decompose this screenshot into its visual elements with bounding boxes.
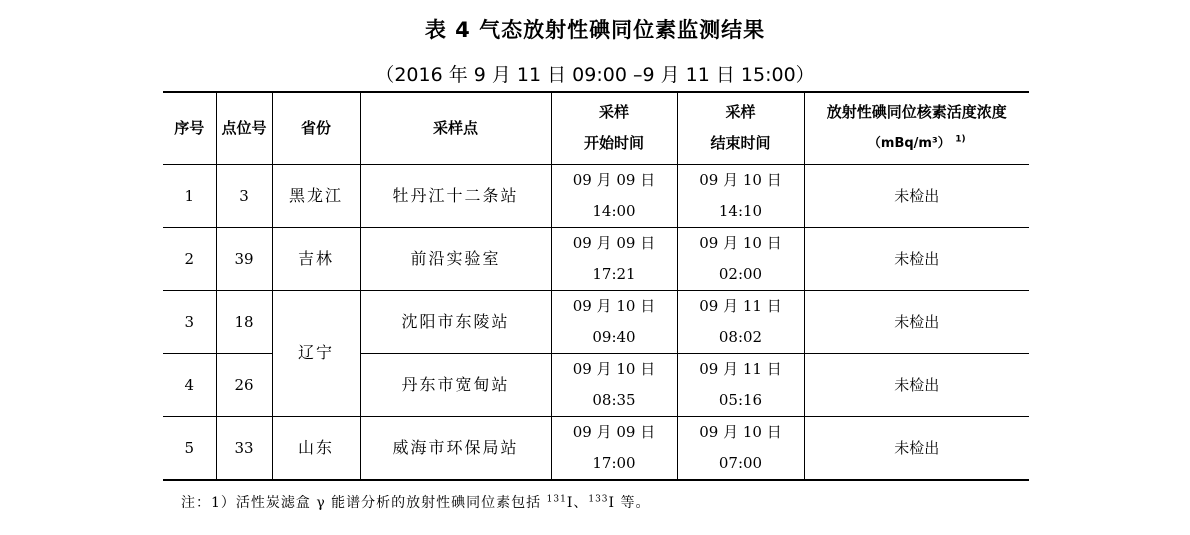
footnote-text: 注：1）活性炭滤盒 γ 能谱分析的放射性碘同位素包括 <box>181 495 547 511</box>
header-concentration <box>804 92 1029 164</box>
cell-start-clock: 09:40 <box>592 327 636 346</box>
table-footnote <box>181 492 651 520</box>
cell-start-time <box>551 416 677 480</box>
cell-province: 吉林 <box>272 227 360 290</box>
cell-province: 黑龙江 <box>272 164 360 227</box>
cell-seq: 1 <box>163 164 216 227</box>
header-conc-unit: （mBq/m³） <box>867 136 951 152</box>
header-conc-unit-line <box>805 128 1030 159</box>
cell-end-clock: 05:16 <box>718 390 763 409</box>
table-header-row <box>163 92 1029 164</box>
cell-result: 未检出 <box>804 164 1029 227</box>
cell-end-time <box>677 290 804 353</box>
cell-end-date: 09 月 10 日 <box>699 170 782 189</box>
cell-end-clock: 02:00 <box>718 264 763 283</box>
cell-result: 未检出 <box>804 290 1029 353</box>
cell-start-time <box>551 164 677 227</box>
cell-end-clock: 08:02 <box>718 327 763 346</box>
header-province: 省份 <box>272 92 360 164</box>
cell-seq: 4 <box>163 353 216 416</box>
cell-point-no: 26 <box>216 353 272 416</box>
cell-point-no: 18 <box>216 290 272 353</box>
cell-start-date: 09 月 10 日 <box>572 359 656 378</box>
monitoring-table-wrapper <box>163 91 1029 481</box>
cell-start-clock: 17:21 <box>592 264 636 283</box>
cell-result: 未检出 <box>804 416 1029 480</box>
cell-start-clock: 14:00 <box>592 201 636 220</box>
table-row <box>163 416 1029 480</box>
cell-start-date: 09 月 09 日 <box>572 170 656 189</box>
cell-province: 山东 <box>272 416 360 480</box>
header-end-line1: 采样 <box>725 103 756 122</box>
cell-site: 沈阳市东陵站 <box>360 290 551 353</box>
footnote-isotope2-mass: 133 <box>588 494 609 505</box>
cell-seq: 3 <box>163 290 216 353</box>
cell-result: 未检出 <box>804 353 1029 416</box>
cell-point-no: 39 <box>216 227 272 290</box>
cell-end-time <box>677 416 804 480</box>
cell-site: 丹东市宽甸站 <box>360 353 551 416</box>
monitoring-results-table <box>163 91 1029 481</box>
cell-end-date: 09 月 11 日 <box>699 296 782 315</box>
cell-start-date: 09 月 09 日 <box>572 422 656 441</box>
header-point-no: 点位号 <box>216 92 272 164</box>
header-start-line1: 采样 <box>598 103 629 122</box>
header-site: 采样点 <box>360 92 551 164</box>
cell-start-time <box>551 227 677 290</box>
cell-seq: 5 <box>163 416 216 480</box>
header-end-time <box>677 92 804 164</box>
cell-site: 前沿实验室 <box>360 227 551 290</box>
cell-result: 未检出 <box>804 227 1029 290</box>
cell-province: 辽宁 <box>272 290 360 416</box>
cell-point-no: 33 <box>216 416 272 480</box>
cell-end-time <box>677 353 804 416</box>
cell-end-date: 09 月 11 日 <box>699 359 782 378</box>
cell-end-date: 09 月 10 日 <box>699 233 782 252</box>
footnote-isotope1-mass: 131 <box>546 494 567 505</box>
cell-start-date: 09 月 09 日 <box>572 233 656 252</box>
header-conc-line1: 放射性碘同位核素活度浓度 <box>826 103 1007 122</box>
cell-start-clock: 08:35 <box>592 390 636 409</box>
table-title: 表 4 气态放射性碘同位素监测结果 <box>424 18 766 42</box>
cell-start-time <box>551 290 677 353</box>
cell-point-no: 3 <box>216 164 272 227</box>
table-row <box>163 227 1029 290</box>
cell-end-date: 09 月 10 日 <box>699 422 782 441</box>
header-start-line2: 开始时间 <box>583 134 644 153</box>
cell-end-clock: 07:00 <box>718 453 763 472</box>
cell-site: 牡丹江十二条站 <box>360 164 551 227</box>
header-end-line2: 结束时间 <box>710 134 771 153</box>
header-conc-footnote-mark: 1) <box>955 134 966 145</box>
cell-end-clock: 14:10 <box>718 201 763 220</box>
table-row <box>163 164 1029 227</box>
header-start-time <box>551 92 677 164</box>
footnote-isotope2-symbol: I 等。 <box>608 495 651 511</box>
header-seq: 序号 <box>163 92 216 164</box>
cell-site: 威海市环保局站 <box>360 416 551 480</box>
cell-start-clock: 17:00 <box>592 453 636 472</box>
cell-start-date: 09 月 10 日 <box>572 296 656 315</box>
footnote-isotope1-symbol: I、 <box>566 495 589 511</box>
cell-start-time <box>551 353 677 416</box>
cell-end-time <box>677 164 804 227</box>
cell-seq: 2 <box>163 227 216 290</box>
table-row <box>163 290 1029 353</box>
table-subtitle: （2016 年 9 月 11 日 09:00 –9 月 11 日 15:00） <box>375 64 815 86</box>
cell-end-time <box>677 227 804 290</box>
